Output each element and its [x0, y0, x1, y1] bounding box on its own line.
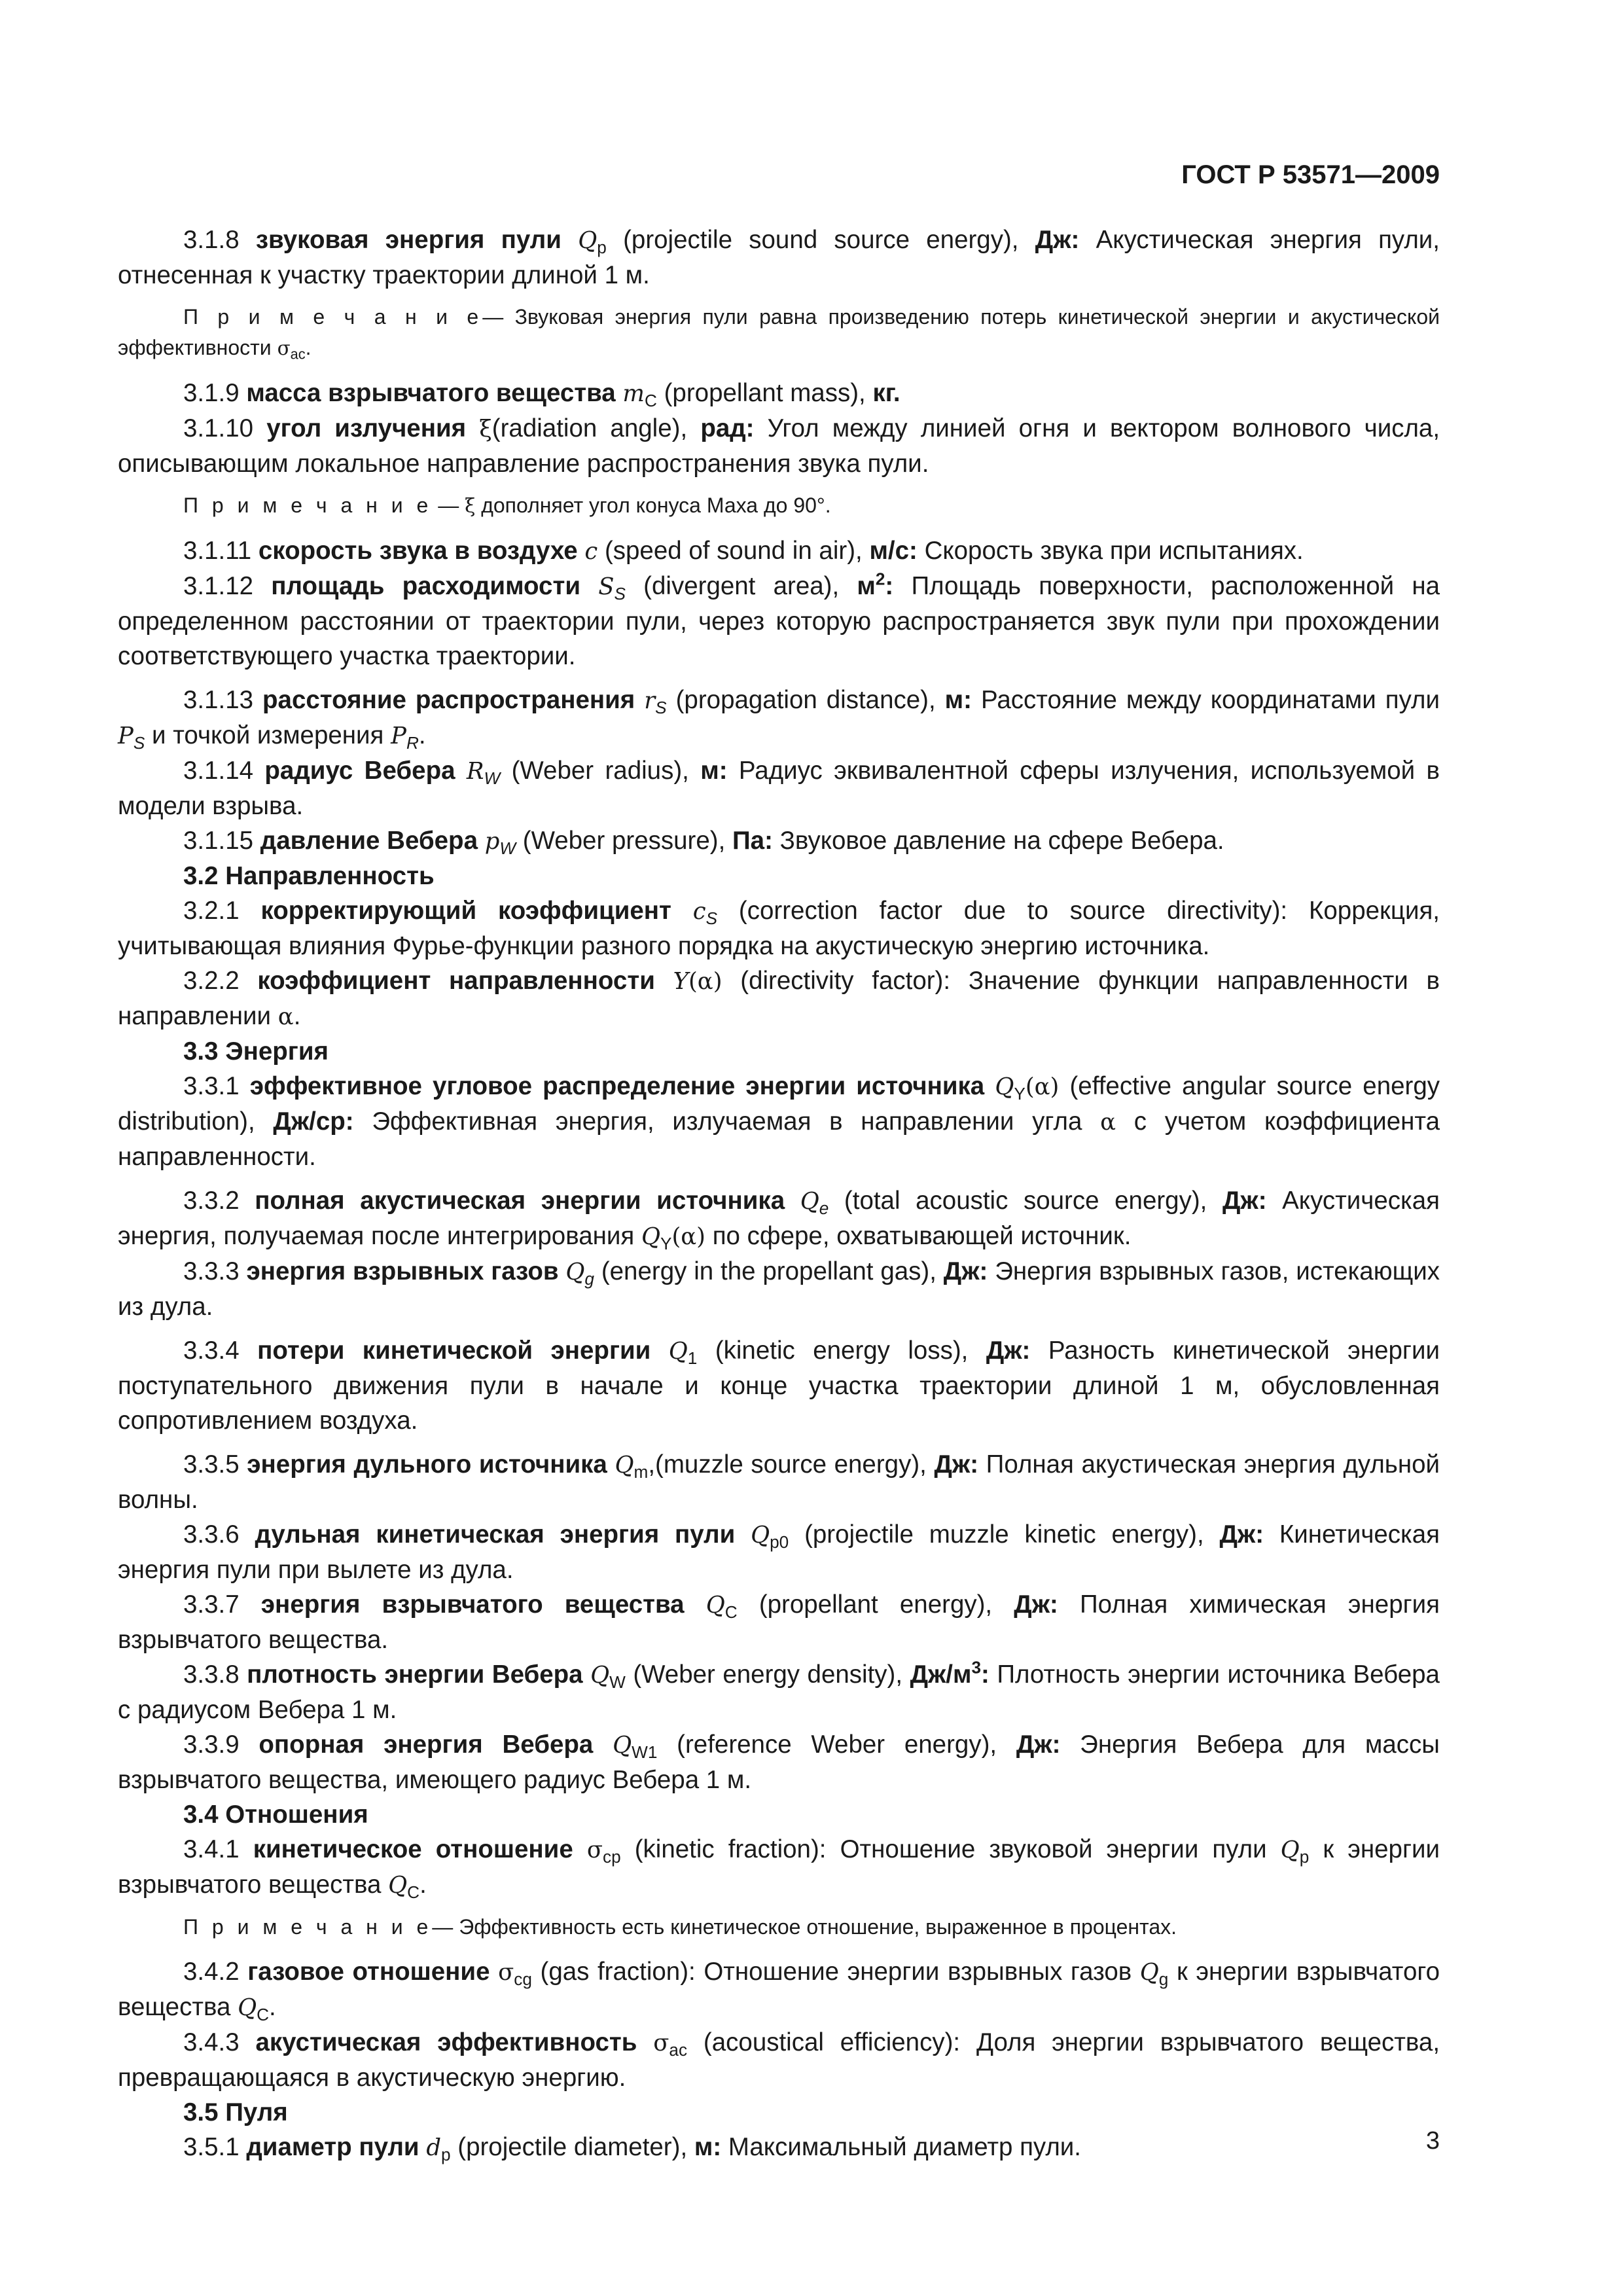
entry-3-1-10 [118, 411, 1440, 481]
entry-english: (effective angular source energy distribution), [118, 1072, 1440, 1136]
entry-3-1-12 [118, 569, 1440, 673]
entry-definition-continued: к энергии взрывчатого вещества [118, 1835, 1440, 1899]
entry-english: (divergent area), [643, 572, 840, 600]
entry-term: коэффициент направленности [257, 967, 655, 995]
entry-definition: Радиус эквивалентной сферы излучения, используемой в модели взрыва. [118, 757, 1440, 820]
entry-english: (Weber radius), [511, 757, 689, 785]
entry-number: 3.1.13 [183, 686, 254, 714]
section-title: Отношения [225, 1801, 368, 1829]
entry-symbol: Q [800, 1188, 819, 1215]
entry-3-2-1 [118, 893, 1440, 963]
entry-number: 3.4.1 [183, 1835, 240, 1863]
entry-english: (kinetic fraction): [634, 1835, 827, 1863]
entry-definition: Звуковое давление на сфере Вебера. [779, 827, 1224, 855]
note-symbol-subscript: ac [290, 346, 306, 363]
entry-definition: Угол между линией огня и вектором волнового числа, описывающим локальное направление распространения звука пули. [118, 414, 1440, 478]
entry-definition: Коррекция, учитывающая влияния Фурье-функции разного порядка на акустическую энергию источника. [118, 897, 1440, 960]
entry-number: 3.1.10 [183, 414, 254, 442]
entry-symbol: Q [590, 1662, 610, 1689]
entry-definition: Площадь поверхности, расположенной на определенном расстоянии от траектории пули, через которую распространяется звук пули при прохождении соответствующего участка траектории. [118, 572, 1440, 670]
entry-unit: Па: [732, 827, 773, 855]
entry-unit: Дж/ср: [273, 1107, 354, 1136]
entry-3-1-8 [118, 223, 1440, 293]
entry-term: радиус Вебера [264, 757, 455, 785]
entry-english: (acoustical efficiency): [703, 2028, 961, 2056]
entry-term: энергия дульного источника [247, 1450, 607, 1479]
entry-symbol: d [426, 2134, 441, 2161]
entry-english: (speed of sound in air), [604, 537, 863, 565]
entry-number: 3.3.9 [183, 1731, 240, 1759]
entry-definition: Акустическая энергия пули, отнесенная к участку траектории длиной 1 м. [118, 226, 1440, 289]
entry-symbol: Y [673, 968, 688, 995]
entry-number: 3.3.5 [183, 1450, 240, 1479]
entry-symbol: ξ [479, 416, 492, 442]
entry-definition: Отношение звуковой энергии пули [840, 1835, 1267, 1863]
entry-3-3-1 [118, 1069, 1440, 1174]
entry-symbol-2-subscript: p [1299, 1846, 1310, 1867]
entry-symbol-2: Q [1139, 1959, 1159, 1986]
entry-symbol-subscript: S [705, 908, 718, 928]
entry-definition: Разность кинетической энергии поступательного движения пули в начале и конце участка траектории длиной 1 м, обусловленная сопротивлением воздуха. [118, 1336, 1440, 1435]
entry-unit-superscript: 2 [875, 569, 885, 589]
entry-english: (directivity factor): [740, 967, 951, 995]
entry-definition-continued: с учетом коэффициента направленности. [118, 1107, 1440, 1171]
entry-3-3-4 [118, 1333, 1440, 1438]
entry-term: корректирующий коэффициент [260, 897, 671, 925]
entry-symbol: Q [615, 1452, 634, 1479]
section-heading-3-5 [118, 2095, 1440, 2130]
entry-symbol: p [484, 828, 500, 855]
entry-symbol: Q [578, 227, 597, 254]
entry-3-1-14 [118, 753, 1440, 823]
entry-3-3-3 [118, 1254, 1440, 1324]
entry-symbol-2: Q [641, 1223, 660, 1250]
entry-end: . [269, 1993, 276, 2021]
entry-symbol: Q [565, 1259, 585, 1285]
note-label: П р и м е ч а н и е [183, 493, 433, 517]
entry-term: полная акустическая энергии источника [255, 1187, 785, 1215]
entry-number: 3.1.11 [183, 537, 252, 565]
entry-3-4-3 [118, 2025, 1440, 2095]
entry-unit: м: [700, 757, 728, 785]
entry-number: 3.2.2 [183, 967, 240, 995]
entry-number: 3.3.2 [183, 1187, 240, 1215]
entry-english: (radiation angle), [491, 414, 688, 442]
entry-number: 3.3.8 [183, 1660, 240, 1689]
entry-definition: Акустическая энергия, получаемая после интегрирования [118, 1187, 1440, 1250]
section-number: 3.5 [183, 2098, 219, 2126]
entry-english: (Weber pressure), [522, 827, 726, 855]
entry-symbol-subscript: p [597, 237, 607, 257]
note-symbol: ξ [465, 495, 476, 517]
entry-symbol: Q [751, 1522, 770, 1549]
entry-symbol: R [466, 758, 484, 785]
entry-symbol-2-subscript: Y [660, 1233, 672, 1253]
section-heading-3-2 [118, 859, 1440, 893]
entry-number: 3.4.2 [183, 1958, 240, 1986]
entry-3-1-11 [118, 533, 1440, 569]
entry-symbol-3-subscript: R [406, 732, 419, 753]
entry-unit: м: [694, 2133, 722, 2161]
entry-symbol-subscript: C [645, 390, 657, 410]
entry-symbol-3-subscript: C [257, 2004, 270, 2024]
note-symbol: σ [277, 337, 291, 359]
entry-symbol-subscript: 1 [687, 1348, 698, 1368]
entry-3-3-9 [118, 1727, 1440, 1797]
entry-symbol: Q [668, 1338, 688, 1365]
entry-definition: Значение функции направленности в направлении [118, 967, 1440, 1030]
entry-unit-superscript: 3 [971, 1657, 982, 1677]
note-label: П р и м е ч а н и е [183, 1915, 433, 1939]
entry-symbol: Q [613, 1732, 632, 1759]
entry-definition: Энергия Вебера для массы взрывчатого вещества, имеющего радиус Вебера 1 м. [118, 1731, 1440, 1794]
entry-symbol: σ [586, 1837, 603, 1863]
entry-unit: м: [944, 686, 972, 714]
entry-symbol-subscript: cp [603, 1846, 621, 1867]
entry-english: (gas fraction): [540, 1958, 696, 1986]
entry-number: 3.3.4 [183, 1336, 240, 1365]
note-label: П р и м е ч а н и е [183, 305, 483, 329]
entry-symbol-2-subscript: S [133, 732, 145, 753]
entry-unit: рад: [700, 414, 755, 442]
entry-symbol-subscript: W [609, 1672, 626, 1692]
entry-number: 3.4.3 [183, 2028, 240, 2056]
entry-symbol-subscript: p0 [770, 1532, 789, 1552]
note-text: — Эффективность есть кинетическое отношение, выраженное в процентах. [432, 1915, 1177, 1939]
entry-english: (total acoustic source energy), [844, 1187, 1207, 1215]
entry-unit: Дж/м [910, 1660, 972, 1689]
entry-definition-continued: по сфере, охватывающей источник. [712, 1222, 1132, 1250]
note-text: — Звуковая энергия пули равна произведению потерь кинетической энергии и акустической эффективности [118, 305, 1440, 359]
entry-term: плотность энергии Вебера [247, 1660, 583, 1689]
entry-3-4-1 [118, 1832, 1440, 1903]
entry-symbol-argument: (α) [688, 968, 722, 995]
note-text: дополняет угол конуса Маха до 90°. [481, 493, 831, 517]
note-end: . [305, 336, 312, 359]
entry-number: 3.5.1 [183, 2133, 240, 2161]
entry-term: диаметр пули [246, 2133, 419, 2161]
entry-term: угол излучения [266, 414, 467, 442]
note-3-1-10 [118, 490, 1440, 522]
section-title: Направленность [225, 862, 435, 890]
entry-end: . [419, 1871, 427, 1899]
entry-symbol-argument: (α) [1025, 1073, 1060, 1100]
entry-english: (Weber energy density), [633, 1660, 903, 1689]
entry-number: 3.3.6 [183, 1520, 240, 1549]
entry-symbol: σ [498, 1959, 514, 1986]
entry-symbol-3: Q [388, 1872, 408, 1899]
note-dash: — [438, 493, 459, 517]
entry-3-2-2 [118, 963, 1440, 1034]
entry-symbol: Q [995, 1073, 1014, 1100]
entry-number: 3.3.1 [183, 1072, 240, 1100]
entry-english: (reference Weber energy), [677, 1731, 997, 1759]
entry-english: ,(muzzle source energy), [648, 1450, 927, 1479]
entry-definition: Скорость звука при испытаниях. [924, 537, 1304, 565]
entry-symbol-subscript: W1 [632, 1742, 658, 1762]
entry-symbol-3: P [391, 723, 406, 749]
entry-symbol-subscript: W [484, 768, 501, 788]
entry-term: акустическая эффективность [255, 2028, 637, 2056]
entry-unit: м [857, 572, 876, 600]
entry-number: 3.2.1 [183, 897, 240, 925]
section-heading-3-3 [118, 1034, 1440, 1069]
section-number: 3.3 [183, 1037, 219, 1066]
entry-term: расстояние распространения [262, 686, 635, 714]
entry-definition: Расстояние между координатами пули [980, 686, 1440, 714]
entry-definition: Кинетическая энергия пули при вылете из дула. [118, 1520, 1440, 1584]
entry-symbol-2-subscript: g [1158, 1969, 1169, 1989]
entry-symbol: c [692, 898, 706, 925]
entry-term: площадь расходимости [271, 572, 580, 600]
entry-unit: Дж: [1035, 226, 1080, 254]
entry-unit: Дж: [934, 1450, 979, 1479]
entry-english: (correction factor due to source directivity): [738, 897, 1288, 925]
entry-symbol: S [598, 573, 615, 600]
entry-number: 3.1.15 [183, 827, 254, 855]
entry-end: . [418, 721, 426, 749]
entry-symbol-2-argument: (α) [671, 1223, 705, 1250]
section-number: 3.4 [183, 1801, 219, 1829]
entry-unit: Дж: [1222, 1187, 1267, 1215]
entry-symbol-subscript: p [440, 2144, 451, 2164]
section-title: Энергия [225, 1037, 329, 1066]
note-3-4-1 [118, 1912, 1440, 1943]
entry-term: давление Вебера [260, 827, 478, 855]
entry-3-1-13 [118, 683, 1440, 753]
section-number: 3.2 [183, 862, 219, 890]
entry-symbol-subscript: C [724, 1602, 738, 1622]
entry-english: (projectile sound source energy), [623, 226, 1019, 254]
entry-symbol-subscript: m [633, 1462, 649, 1482]
entry-symbol-subscript: g [584, 1268, 594, 1289]
entry-symbol: m [622, 380, 645, 407]
entry-3-3-5 [118, 1447, 1440, 1517]
entry-3-3-7 [118, 1587, 1440, 1657]
entry-english: (projectile muzzle kinetic energy), [804, 1520, 1204, 1549]
entry-3-3-6 [118, 1517, 1440, 1587]
entry-number: 3.1.8 [183, 226, 240, 254]
entry-3-3-8 [118, 1657, 1440, 1727]
note-3-1-8 [118, 302, 1440, 364]
entry-number: 3.1.12 [183, 572, 254, 600]
entry-number: 3.3.7 [183, 1590, 240, 1619]
section-title: Пуля [225, 2098, 288, 2126]
entry-term: опорная энергия Вебера [259, 1731, 594, 1759]
entry-symbol-2: α [277, 1003, 294, 1030]
entry-number: 3.1.14 [183, 757, 254, 785]
entry-symbol: r [644, 687, 656, 714]
entry-symbol-2: Q [1280, 1837, 1300, 1863]
entry-definition: Эффективная энергия, излучаемая в направлении угла [372, 1107, 1082, 1136]
entry-term: газовое отношение [247, 1958, 490, 1986]
entry-symbol-subscript: cg [514, 1969, 532, 1989]
entry-unit: Дж: [1016, 1731, 1061, 1759]
entry-symbol-3: Q [238, 1994, 257, 2021]
entry-number: 3.1.9 [183, 379, 240, 407]
entry-3-5-1 [118, 2130, 1440, 2165]
entry-definition: Отношение энергии взрывных газов [704, 1958, 1132, 1986]
entry-symbol-2: α [1100, 1109, 1116, 1136]
page-number: 3 [1425, 2127, 1440, 2155]
entry-term: масса взрывчатого вещества [246, 379, 616, 407]
entry-term: энергия взрывчатого вещества [260, 1590, 685, 1619]
document-header: ГОСТ Р 53571—2009 [1181, 160, 1440, 189]
entry-unit-colon: : [885, 572, 894, 600]
entry-english: (propellant mass), [664, 379, 866, 407]
entry-english: (energy in the propellant gas), [601, 1257, 936, 1285]
entry-end: . [293, 1002, 301, 1030]
entry-symbol-subscript: S [614, 583, 626, 603]
entry-term: дульная кинетическая энергия пули [255, 1520, 736, 1549]
entry-unit: кг. [872, 379, 901, 407]
entry-english: (propellant energy), [758, 1590, 993, 1619]
entry-definition: Доля энергии взрывчатого вещества, превращающаяся в акустическую энергию. [118, 2028, 1440, 2092]
section-heading-3-4 [118, 1797, 1440, 1832]
entry-term: эффективное угловое распределение энергии источника [249, 1072, 985, 1100]
entry-unit: Дж: [1014, 1590, 1058, 1619]
entry-unit-colon: : [981, 1660, 990, 1689]
entry-unit: м/с: [869, 537, 918, 565]
entry-definition: Плотность энергии источника Вебера с радиусом Вебера 1 м. [118, 1660, 1440, 1724]
entry-symbol: σ [653, 2030, 669, 2056]
entry-term: энергия взрывных газов [246, 1257, 559, 1285]
entry-english: (kinetic energy loss), [715, 1336, 969, 1365]
entry-term: звуковая энергия пули [255, 226, 562, 254]
entry-definition: Максимальный диаметр пули. [728, 2133, 1082, 2161]
entry-unit: Дж: [943, 1257, 988, 1285]
entry-3-4-2 [118, 1954, 1440, 2025]
entry-definition: Полная акустическая энергия дульной волны. [118, 1450, 1440, 1514]
entry-3-3-2 [118, 1183, 1440, 1254]
entry-definition-continued: к энергии взрывчатого вещества [118, 1958, 1440, 2021]
entry-symbol-3-subscript: C [407, 1882, 420, 1902]
entry-unit: Дж: [986, 1336, 1031, 1365]
entry-unit: Дж: [1219, 1520, 1264, 1549]
entry-3-1-9 [118, 376, 1440, 411]
entry-definition-continued: и точкой измерения [152, 721, 384, 749]
entry-symbol-2: P [118, 723, 134, 749]
entry-english: (projectile diameter), [457, 2133, 688, 2161]
entry-symbol-subscript: Y [1014, 1083, 1026, 1103]
entry-symbol: Q [705, 1592, 725, 1619]
entry-term: скорость звука в воздухе [258, 537, 578, 565]
entry-symbol-subscript: W [499, 838, 516, 858]
entry-number: 3.3.3 [183, 1257, 240, 1285]
entry-symbol-subscript: ac [669, 2039, 688, 2060]
entry-term: потери кинетической энергии [257, 1336, 651, 1365]
entry-definition: Полная химическая энергия взрывчатого вещества. [118, 1590, 1440, 1654]
entry-symbol: c [584, 538, 598, 565]
entry-english: (propagation distance), [675, 686, 936, 714]
entry-symbol-subscript: S [655, 697, 667, 717]
document-body [118, 223, 1440, 2165]
entry-3-1-15 [118, 823, 1440, 859]
entry-symbol-subscript: e [819, 1198, 829, 1218]
entry-definition: Энергия взрывных газов, истекающих из дула. [118, 1257, 1440, 1321]
entry-term: кинетическое отношение [253, 1835, 573, 1863]
